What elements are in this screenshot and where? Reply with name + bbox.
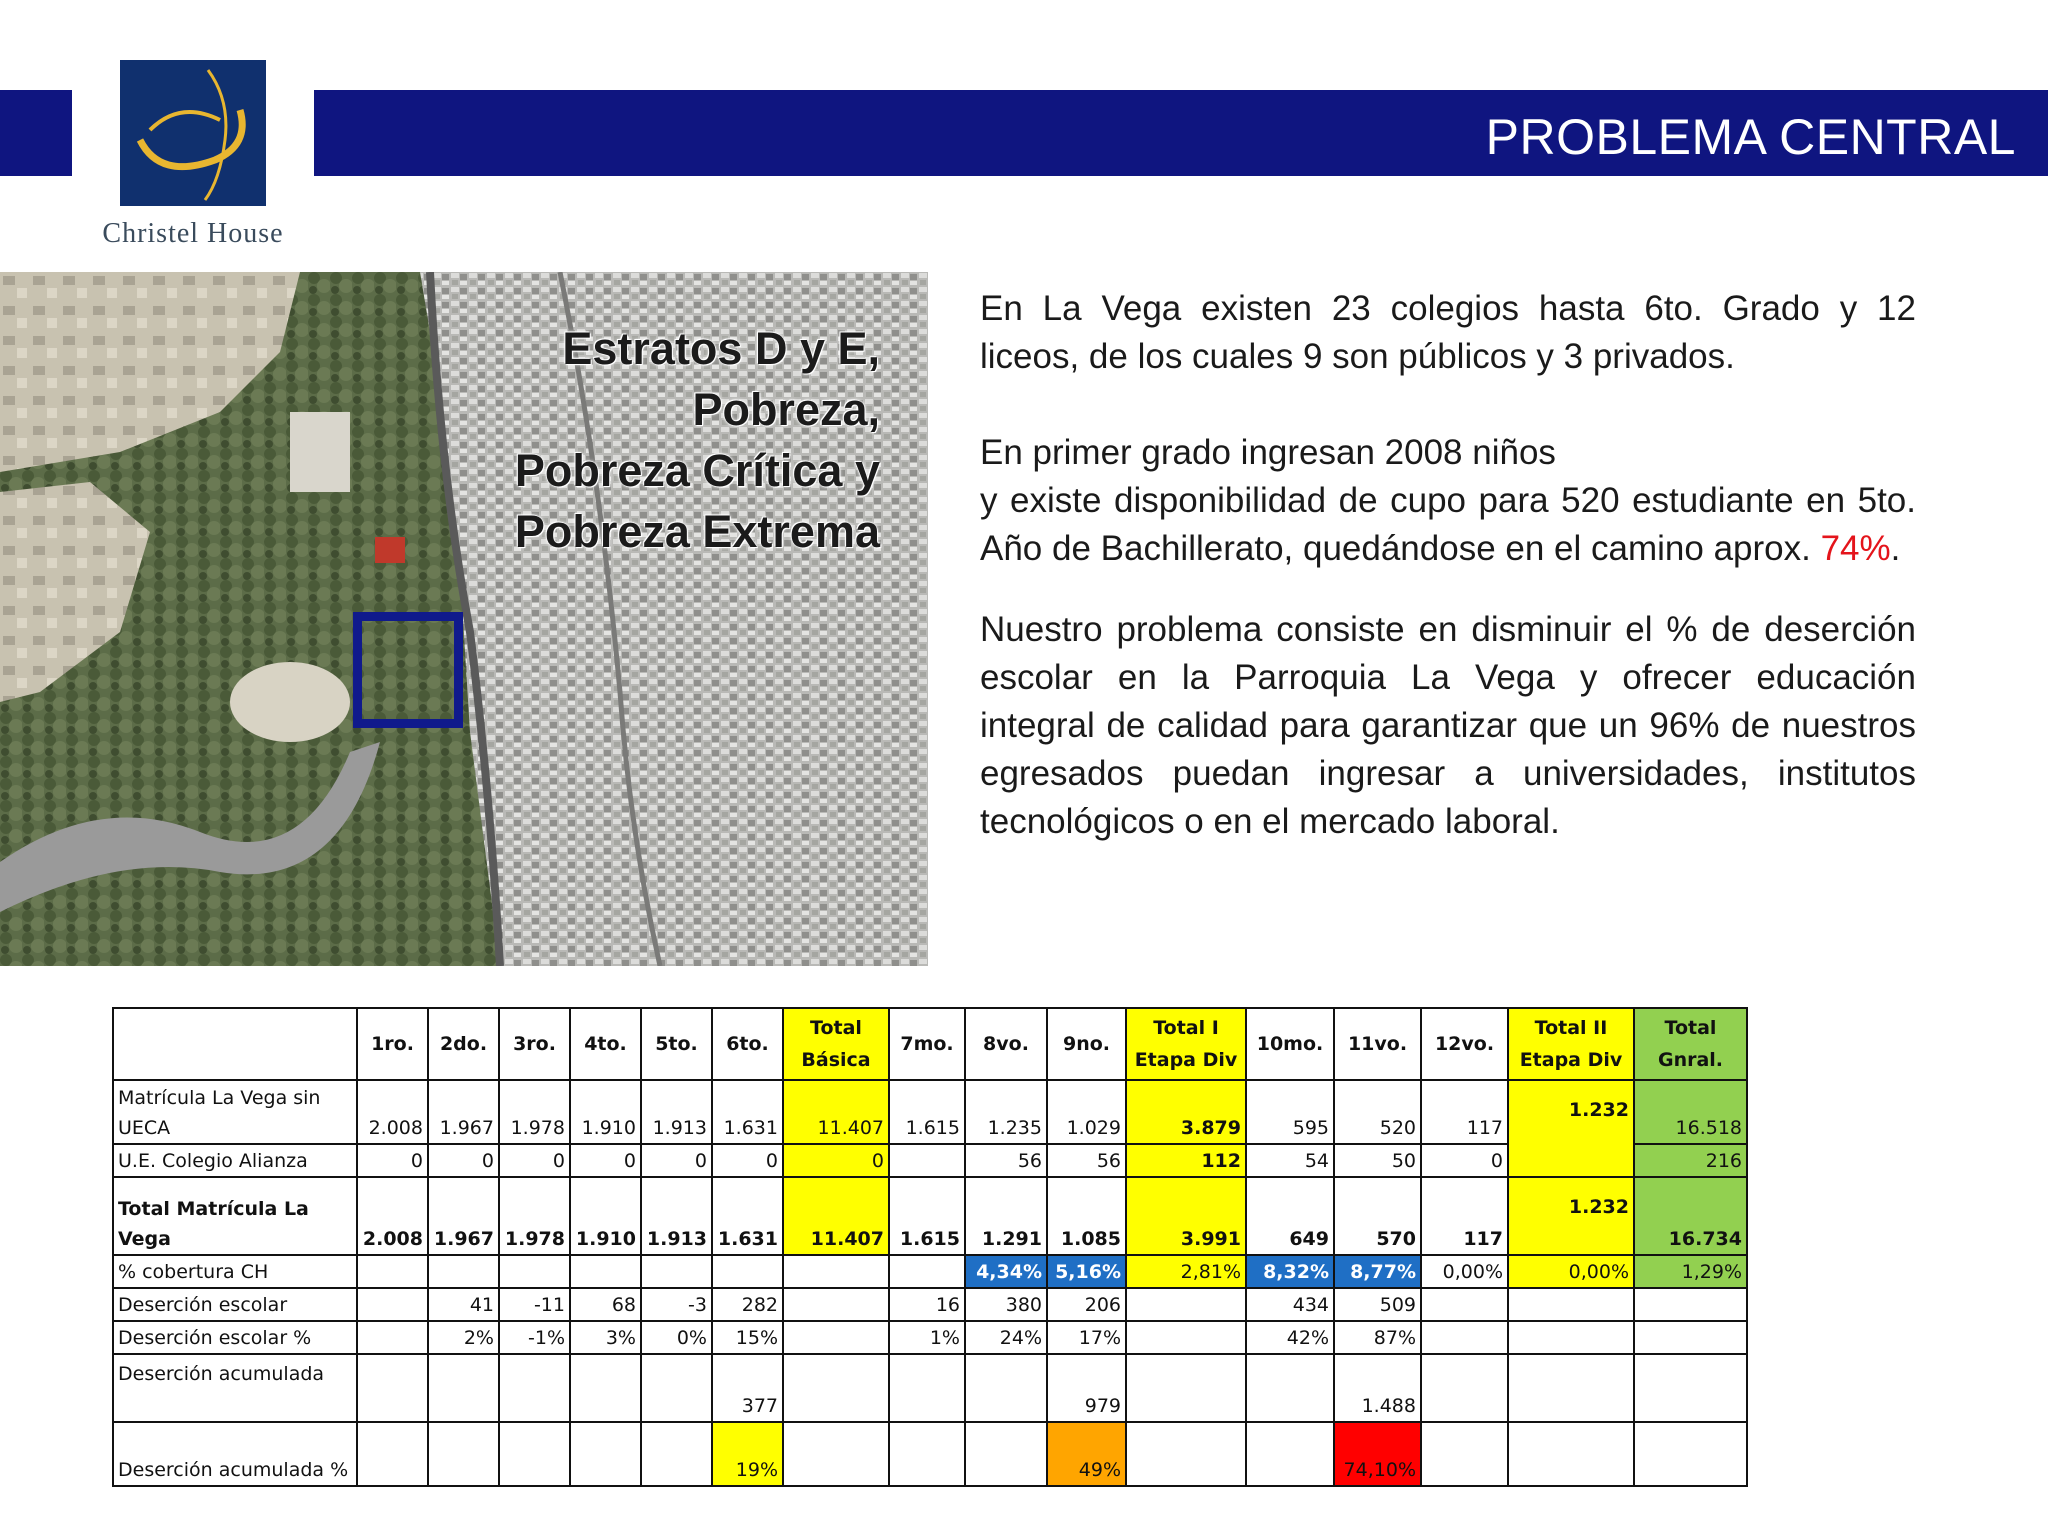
table-cell: 1.967 [428,1080,499,1144]
header-3ro: 3ro. [499,1008,570,1080]
table-cell: 282 [712,1288,783,1321]
header-9no: 9no. [1047,1008,1126,1080]
table-cell: 15% [712,1321,783,1354]
table-cell: 2% [428,1321,499,1354]
row-label: Matrícula La Vega sin UECA [113,1080,357,1144]
table-cell: 1.978 [499,1080,570,1144]
page-title: PROBLEMA CENTRAL [1485,109,2016,165]
table-cell: 3.991 [1126,1177,1246,1255]
table-cell: 2,81% [1126,1255,1246,1288]
table-cell: 1.232 [1508,1177,1634,1255]
logo-emblem [120,60,266,206]
header-total-ii: Total II Etapa Div [1508,1008,1634,1080]
row-label: Deserción acumulada [113,1354,357,1422]
table-cell: 1.631 [712,1080,783,1144]
table-cell: 1.978 [499,1177,570,1255]
table-cell: 377 [712,1354,783,1422]
table-cell [357,1354,428,1422]
table-cell [1246,1422,1334,1486]
table-cell [357,1422,428,1486]
table-cell [428,1354,499,1422]
table-cell [1508,1354,1634,1422]
table-cell [1508,1422,1634,1486]
table-cell [889,1354,965,1422]
table-cell: 56 [1047,1144,1126,1177]
row-label: % cobertura CH [113,1255,357,1288]
table-row [113,1255,1747,1288]
header-1ro: 1ro. [357,1008,428,1080]
table-cell: 649 [1246,1177,1334,1255]
table-cell [641,1354,712,1422]
table-cell: 16 [889,1288,965,1321]
row-label: U.E. Colegio Alianza [113,1144,357,1177]
table-cell [1634,1422,1747,1486]
header-6to: 6to. [712,1008,783,1080]
table-cell [783,1255,889,1288]
header-12vo: 12vo. [1421,1008,1508,1080]
table-cell [889,1422,965,1486]
logo-orbit-icon [120,60,266,206]
table-cell: 41 [428,1288,499,1321]
table-cell: 1.232 [1508,1080,1634,1177]
table-cell: 1.235 [965,1080,1047,1144]
table-cell: 1.029 [1047,1080,1126,1144]
table-cell: 8,32% [1246,1255,1334,1288]
table-cell [783,1354,889,1422]
header-8vo: 8vo. [965,1008,1047,1080]
table-cell [1126,1354,1246,1422]
table-cell [1421,1422,1508,1486]
table-cell: 117 [1421,1080,1508,1144]
header-7mo: 7mo. [889,1008,965,1080]
header-total-i: Total I Etapa Div [1126,1008,1246,1080]
table-cell: 112 [1126,1144,1246,1177]
table-cell: 24% [965,1321,1047,1354]
table-cell: 216 [1634,1144,1747,1177]
header-2do: 2do. [428,1008,499,1080]
table-cell: 1.291 [965,1177,1047,1255]
table-cell: 1.910 [570,1080,641,1144]
table-cell [965,1422,1047,1486]
table-row [113,1177,1747,1255]
table-cell [641,1255,712,1288]
table-cell [570,1354,641,1422]
table-cell [1421,1288,1508,1321]
table-cell: 87% [1334,1321,1421,1354]
table-cell: 3.879 [1126,1080,1246,1144]
table-cell [428,1422,499,1486]
header-5to: 5to. [641,1008,712,1080]
row-label: Deserción acumulada % [113,1422,357,1486]
table-cell [889,1255,965,1288]
table-cell [783,1321,889,1354]
table-cell [783,1288,889,1321]
table-cell: 0 [570,1144,641,1177]
table-cell: 1.631 [712,1177,783,1255]
table-cell: 1.967 [428,1177,499,1255]
table-cell: 1.913 [641,1080,712,1144]
table-cell: 520 [1334,1080,1421,1144]
table-cell: 50 [1334,1144,1421,1177]
table-cell: 1,29% [1634,1255,1747,1288]
location-marker [353,612,463,728]
paragraph-enrollment [980,429,1916,573]
table-cell: 17% [1047,1321,1126,1354]
table-cell [1246,1354,1334,1422]
header-10mo: 10mo. [1246,1008,1334,1080]
table-cell [1126,1288,1246,1321]
table-cell [783,1422,889,1486]
table-cell [357,1255,428,1288]
table-row [113,1354,1747,1422]
table-cell: 4,34% [965,1255,1047,1288]
table-cell [1508,1288,1634,1321]
table-cell [641,1422,712,1486]
table-cell: -11 [499,1288,570,1321]
table-row [113,1288,1747,1321]
table-cell [1508,1321,1634,1354]
table-cell: -1% [499,1321,570,1354]
table-cell: 19% [712,1422,783,1486]
table-cell: 11.407 [783,1080,889,1144]
christel-house-logo [72,58,314,268]
header-label [113,1008,357,1080]
logo-text: Christel House [102,218,284,249]
table-cell: 0,00% [1508,1255,1634,1288]
table-cell: -3 [641,1288,712,1321]
table-cell: 16.518 [1634,1080,1747,1144]
table-cell: 117 [1421,1177,1508,1255]
enrollment-end: . [1890,529,1901,568]
table-cell: 0 [357,1144,428,1177]
table-cell [712,1255,783,1288]
table-cell: 2.008 [357,1080,428,1144]
table-cell [889,1144,965,1177]
row-label: Deserción escolar [113,1288,357,1321]
table-header-row [113,1008,1747,1080]
table-cell: 49% [1047,1422,1126,1486]
table-cell: 0 [712,1144,783,1177]
header-total-basica: Total Básica [783,1008,889,1080]
header-total-gnral: Total Gnral. [1634,1008,1747,1080]
table-cell: 11.407 [783,1177,889,1255]
table-row [113,1321,1747,1354]
table-cell [357,1321,428,1354]
table-row [113,1080,1747,1144]
table-cell [570,1422,641,1486]
table-cell: 0 [499,1144,570,1177]
table-cell [1634,1288,1747,1321]
table-row [113,1144,1747,1177]
table-cell: 74,10% [1334,1422,1421,1486]
table-cell: 0 [783,1144,889,1177]
header-4to: 4to. [570,1008,641,1080]
table-cell: 0% [641,1321,712,1354]
table-cell: 434 [1246,1288,1334,1321]
row-label: Deserción escolar % [113,1321,357,1354]
table-cell [965,1354,1047,1422]
table-cell: 509 [1334,1288,1421,1321]
table-cell: 5,16% [1047,1255,1126,1288]
table-cell [499,1255,570,1288]
paragraph-problem: Nuestro problema consiste en disminuir el % de deserción escolar en la Parroquia La Vega y ofrecer educación integral de calidad para garantizar que un 96% de nuestros egresados puedan ingresar a universidades, institutos tecnológicos o en el mercado laboral. [980,610,1916,841]
table-cell: 979 [1047,1354,1126,1422]
table-cell: 16.734 [1634,1177,1747,1255]
table-cell: 206 [1047,1288,1126,1321]
enrollment-rest: y existe disponibilidad de cupo para 520 estudiante en 5to. Año de Bachillerato, quedándose en el camino aprox. [980,481,1916,568]
table-cell: 0,00% [1421,1255,1508,1288]
table-cell [499,1354,570,1422]
paragraph-schools: En La Vega existen 23 colegios hasta 6to. Grado y 12 liceos, de los cuales 9 son públicos y 3 privados. [980,289,1916,376]
table-cell [428,1255,499,1288]
table-cell [1634,1354,1747,1422]
table-cell: 595 [1246,1080,1334,1144]
table-cell [1126,1321,1246,1354]
table-cell: 1% [889,1321,965,1354]
table-cell [570,1255,641,1288]
table-cell [357,1288,428,1321]
table-cell [1421,1321,1508,1354]
table-cell [1634,1321,1747,1354]
enrollment-first-line: En primer grado ingresan 2008 niños [980,433,1556,472]
table-cell: 56 [965,1144,1047,1177]
table-cell [499,1422,570,1486]
table-cell: 1.085 [1047,1177,1126,1255]
table-cell: 1.913 [641,1177,712,1255]
aerial-photo [0,272,928,966]
table-cell: 2.008 [357,1177,428,1255]
table-cell: 8,77% [1334,1255,1421,1288]
table-cell: 570 [1334,1177,1421,1255]
table-cell: 0 [641,1144,712,1177]
description-text [980,285,1916,846]
photo-caption: Estratos D y E, Pobreza, Pobreza Crítica y Pobreza Extrema [514,323,880,557]
table-cell: 54 [1246,1144,1334,1177]
table-cell: 68 [570,1288,641,1321]
enrollment-table [112,1007,1748,1487]
table-cell [1421,1354,1508,1422]
table-cell [1126,1422,1246,1486]
table-row [113,1422,1747,1486]
table-cell: 0 [428,1144,499,1177]
table-cell: 1.615 [889,1080,965,1144]
table-cell: 380 [965,1288,1047,1321]
header-11vo: 11vo. [1334,1008,1421,1080]
dropout-percentage: 74% [1820,529,1891,568]
table-cell: 1.910 [570,1177,641,1255]
table-cell: 0 [1421,1144,1508,1177]
table-cell: 3% [570,1321,641,1354]
table-cell: 1.615 [889,1177,965,1255]
table-cell: 42% [1246,1321,1334,1354]
row-label: Total Matrícula La Vega [113,1177,357,1255]
table-cell: 1.488 [1334,1354,1421,1422]
